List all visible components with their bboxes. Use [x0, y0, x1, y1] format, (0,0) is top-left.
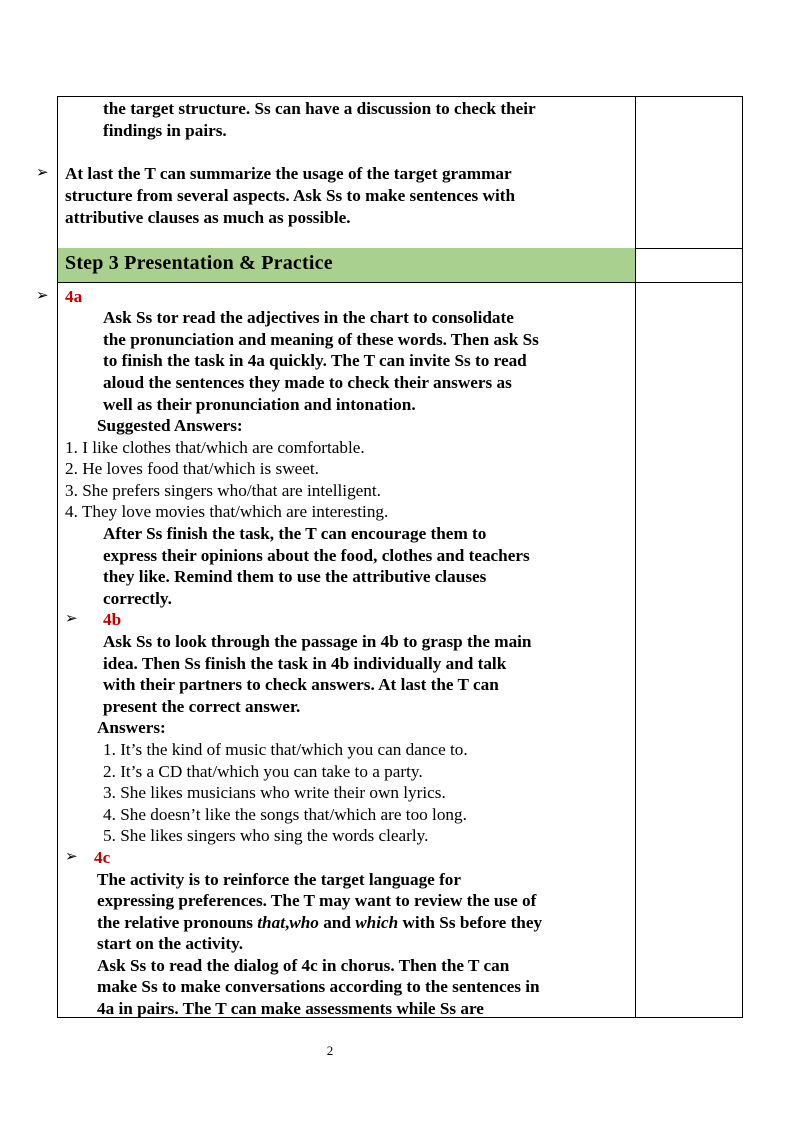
answer-item: 2. He loves food that/which is sweet.	[65, 459, 319, 478]
text-line: At last the T can summarize the usage of the target grammar	[65, 164, 512, 183]
pronoun-which: which	[355, 913, 399, 932]
section-label-4c: 4c	[94, 848, 111, 867]
answers-heading: Suggested Answers:	[97, 416, 243, 435]
text-line: After Ss finish the task, the T can encourage them to	[103, 524, 487, 543]
step-3-header	[58, 248, 635, 282]
answer-item: 4. She doesn’t like the songs that/which are too long.	[103, 805, 467, 824]
text-line: well as their pronunciation and intonation.	[103, 395, 416, 414]
text-line: Ask Ss to read the dialog of 4c in chorus. Then the T can	[97, 956, 510, 975]
column-divider	[635, 97, 636, 1017]
text-line: make Ss to make conversations according to the sentences in	[97, 977, 540, 996]
page-number: 2	[326, 1043, 334, 1058]
text-line: the pronunciation and meaning of these words. Then ask Ss	[103, 330, 539, 349]
text-line: structure from several aspects. Ask Ss to make sentences with	[65, 186, 516, 205]
text-line: to finish the task in 4a quickly. The T can invite Ss to read	[103, 351, 527, 370]
answer-item: 2. It’s a CD that/which you can take to a party.	[103, 762, 423, 781]
text-segment: the relative pronouns	[97, 913, 258, 932]
answer-item: 5. She likes singers who sing the words clearly.	[103, 826, 429, 845]
section-label-4a: 4a	[65, 287, 83, 306]
text-line: with their partners to check answers. At last the T can	[103, 675, 499, 694]
answer-item: 1. I like clothes that/which are comfortable.	[65, 438, 365, 457]
text-line: expressing preferences. The T may want to review the use of	[97, 891, 537, 910]
text-line: express their opinions about the food, clothes and teachers	[103, 546, 530, 565]
bullet-arrow-icon: ➢	[36, 165, 49, 181]
text-line: findings in pairs.	[103, 121, 227, 140]
text-segment: and	[318, 913, 356, 932]
text-segment: with Ss before they	[398, 913, 543, 932]
pronoun-that: that	[257, 913, 285, 932]
answer-item: 1. It’s the kind of music that/which you can dance to.	[103, 740, 468, 759]
pronoun-who: who	[289, 913, 319, 932]
text-line: present the correct answer.	[103, 697, 301, 716]
text-line: idea. Then Ss finish the task in 4b individually and talk	[103, 654, 507, 673]
text-line: correctly.	[103, 589, 172, 608]
text-line	[97, 912, 542, 934]
answer-item: 3. She likes musicians who write their own lyrics.	[103, 783, 446, 802]
text-line: The activity is to reinforce the target language for	[97, 870, 462, 889]
text-line: aloud the sentences they made to check their answers as	[103, 373, 512, 392]
text-segment: ,	[284, 913, 290, 932]
bullet-arrow-icon: ➢	[65, 611, 78, 627]
bullet-arrow-icon: ➢	[65, 849, 78, 865]
text-line: Ask Ss tor read the adjectives in the chart to consolidate	[103, 308, 514, 327]
step-title: Step 3 Presentation & Practice	[65, 252, 333, 274]
text-line: the target structure. Ss can have a discussion to check their	[103, 99, 536, 118]
answer-item: 4. They love movies that/which are interesting.	[65, 502, 389, 521]
text-line: they like. Remind them to use the attributive clauses	[103, 567, 487, 586]
section-label-4b: 4b	[103, 610, 122, 629]
answers-heading: Answers:	[97, 718, 166, 737]
answer-item: 3. She prefers singers who/that are intelligent.	[65, 481, 381, 500]
text-line: 4a in pairs. The T can make assessments while Ss are	[97, 999, 484, 1018]
row-divider	[58, 282, 742, 283]
bullet-arrow-icon: ➢	[36, 288, 49, 304]
text-line: Ask Ss to look through the passage in 4b to grasp the main	[103, 632, 532, 651]
text-line: attributive clauses as much as possible.	[65, 208, 351, 227]
text-line: start on the activity.	[97, 934, 244, 953]
